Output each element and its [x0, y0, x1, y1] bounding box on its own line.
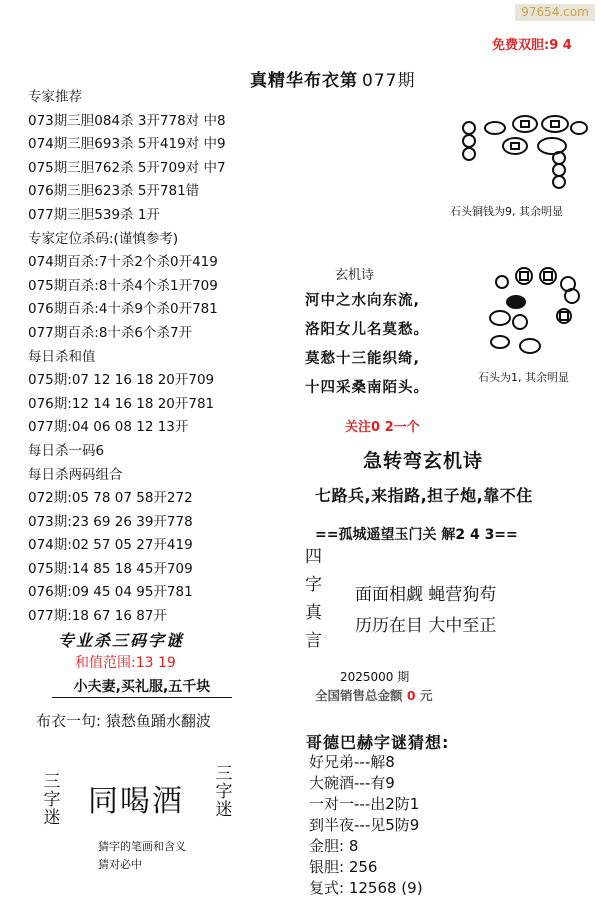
sizi-char: 真 — [305, 603, 322, 623]
poem-line: 十四采桑南陌头。 — [305, 380, 429, 396]
sales-total — [315, 686, 432, 704]
period-label: 2025000 期 — [340, 670, 410, 684]
list-line: 077期:18 67 16 87开 — [28, 608, 167, 625]
list-line: 075期:14 85 18 45开709 — [28, 560, 193, 577]
list-line: 076期:12 14 16 18 20开781 — [28, 395, 215, 412]
list-line: 074期百杀:7十杀2个杀0开419 — [28, 254, 218, 271]
goldbach-line: 金胆: 8 — [309, 837, 359, 855]
big-riddle-word: 同喝酒 — [88, 784, 184, 819]
list-line: 073期:23 69 26 39开778 — [28, 513, 193, 530]
goldbach-line: 复式: 12568 (9) — [309, 879, 423, 897]
poem-title: 玄机诗 — [335, 268, 375, 283]
list-line: 077期三胆539杀 1开 — [28, 206, 160, 223]
title-issue: 077期 — [362, 71, 416, 91]
list-line: 每日杀一码6 — [28, 442, 105, 459]
list-line: 074期三胆693杀 5开419对 中9 — [28, 136, 226, 153]
jizhuan-title: 急转弯玄机诗 — [363, 450, 484, 472]
sizi-char: 言 — [305, 631, 322, 651]
poem — [305, 287, 429, 403]
picture-1-caption: 石头铜钱为9, 其余明显 — [450, 205, 563, 218]
list-line: 075期:07 12 16 18 20开709 — [28, 372, 215, 389]
picture-2-caption: 石头为1, 其余明显 — [478, 371, 569, 384]
list-line: 072期:05 78 07 58开272 — [28, 490, 193, 507]
list-line: 074期:02 57 05 27开419 — [28, 537, 193, 554]
sales-value: 0 — [406, 688, 416, 703]
san-zi-mi-right: 三字迷 — [215, 764, 233, 820]
list-line: 075期三胆762杀 5开709对 中7 — [28, 159, 226, 176]
coin-stone-picture-1 — [455, 110, 590, 192]
sales-label: 全国销售总金额 — [315, 688, 403, 703]
riddle-range: 和值范围:13 19 — [75, 655, 176, 671]
goldbach-title: 哥德巴赫字谜猜想: — [306, 733, 450, 752]
goldbach-line: 大碗酒---有9 — [309, 774, 395, 792]
hint-line-2: 猜对必中 — [98, 858, 142, 871]
list-line: 073期三胆084杀 3开778对 中8 — [28, 112, 226, 129]
poem-line: 莫愁十三能织绮, — [305, 351, 421, 367]
hint-line-1: 猜字的笔画和含义 — [98, 840, 186, 853]
poem-line: 河中之水向东流, — [305, 293, 421, 309]
list-line: 每日杀和值 — [28, 348, 96, 365]
goldbach-line: 到半夜---见5防9 — [309, 816, 420, 834]
sizi-char: 字 — [305, 575, 322, 595]
expert-list — [28, 86, 278, 629]
list-line: 专家定位杀码:(谨慎参考) — [28, 230, 179, 247]
san-zi-mi-left: 三字迷 — [43, 772, 61, 828]
poem-line: 洛阳女儿名莫愁。 — [305, 322, 429, 338]
riddle-text: 小夫妻,买礼服,五千块 — [52, 677, 232, 698]
qilu-line: 七路兵,来指路,担子炮,靠不住 — [315, 486, 533, 505]
list-line: 专家推荐 — [28, 89, 82, 105]
list-line: 076期百杀:4十杀9个杀0开781 — [28, 301, 218, 318]
list-line: 076期:09 45 04 95开781 — [28, 584, 193, 601]
title-main: 真精华布衣第 — [250, 71, 358, 91]
follow-note: 关注0 2一个 — [345, 420, 420, 435]
site-watermark: 97654.com — [515, 4, 595, 21]
goldbach-list — [309, 752, 423, 899]
list-line: 每日杀两码组合 — [28, 466, 123, 483]
sizi-line-2: 历历在目 大中至正 — [355, 616, 497, 636]
sizi-line-1: 面面相觑 蝇营狗苟 — [355, 585, 497, 605]
sizi-char: 四 — [305, 547, 322, 567]
sales-unit: 元 — [419, 688, 433, 703]
gucheng-line: ==孤城遥望玉门关 解2 4 3== — [315, 527, 518, 543]
goldbach-line: 好兄弟---解8 — [309, 753, 395, 771]
riddle-title: 专业杀三码字谜 — [58, 631, 185, 650]
list-line: 076期三胆623杀 5开781错 — [28, 183, 200, 200]
list-line: 077期:04 06 08 12 13开 — [28, 419, 189, 436]
goldbach-line: 一对一---出2防1 — [309, 795, 420, 813]
buyi-line: 布衣一句: 猿愁鱼踊水翻波 — [36, 712, 211, 730]
list-line: 075期百杀:8十杀4个杀1开709 — [28, 277, 218, 294]
sizi-vertical — [305, 543, 322, 655]
list-line: 077期百杀:8十杀6个杀7开 — [28, 324, 193, 341]
free-double-pick: 免费双胆:9 4 — [492, 38, 572, 53]
goldbach-line: 银胆: 256 — [309, 858, 378, 876]
coin-stone-picture-2 — [480, 262, 590, 362]
